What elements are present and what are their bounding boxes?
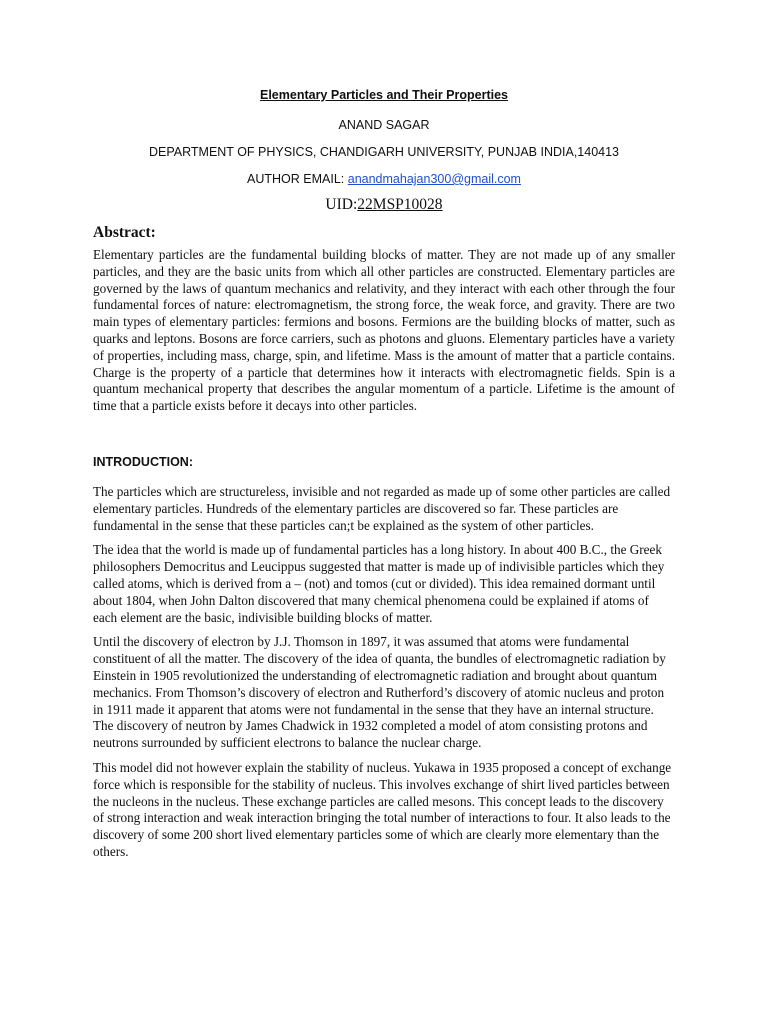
author-affiliation: DEPARTMENT OF PHYSICS, CHANDIGARH UNIVERSITY, PUNJAB INDIA,140413 [148, 145, 620, 159]
author-name: ANAND SAGAR [338, 118, 430, 132]
author-email-label: AUTHOR EMAIL: [247, 172, 348, 186]
uid-value: 22MSP10028 [357, 196, 443, 213]
uid-label: UID: [325, 196, 358, 213]
introduction-heading: INTRODUCTION: [93, 454, 193, 469]
paper-title: Elementary Particles and Their Properties [259, 88, 509, 102]
introduction-paragraph: Until the discovery of electron by J.J. Thomson in 1897, it was assumed that atoms were fundamental constituent of all the matter. The discovery of the idea of quanta, the bundles of electromagnetic radiation by Einstein in 1905 revolutionized the understanding of electromagnetic radiation and brought about quantum mechanics. From Thomson’s discovery of electron and Rutherford’s discovery of atomic nucleus and proton in 1911 made it apparent that atoms were not fundamental in the sense that they have an internal structure. The discovery of neutron by James Chadwick in 1932 completed a model of atom consisting protons and neutrons surrounded by sufficient electrons to balance the nuclear charge. [93, 634, 666, 751]
introduction-paragraph: This model did not however explain the stability of nucleus. Yukawa in 1935 proposed a concept of exchange force which is responsible for the stability of nucleus. This involves exchange of shirt lived particles between the nucleons in the nucleus. These exchange particles are called mesons. This concept leads to the discovery of strong interaction and weak interaction bringing the total number of interactions to four. It also leads to the discovery of some 200 short lived elementary particles some of which are clearly more elementary than the others. [93, 759, 672, 859]
abstract-paragraph: Elementary particles are the fundamental building blocks of matter. They are not made up of any smaller particles, and they are the basic units from which all other particles are constructed. Elementary particles are governed by the laws of quantum mechanics and relativity, and they interact with each other through the four fundamental forces of nature: electromagnetism, the strong force, the weak force, and gravity. There are two main types of elementary particles: fermions and bosons. Fermions are the building blocks of matter, such as quarks and leptons. Bosons are force carriers, such as photons and gluons. Elementary particles have a variety of properties, including mass, charge, spin, and lifetime. Mass is the amount of matter that a particle contains. Charge is the property of a particle that determines how it interacts with electromagnetic fields. Spin is a quantum mechanical property that describes the angular momentum of a particle. Lifetime is the amount of time that a particle exists before it decays into other particles. [93, 247, 675, 414]
abstract-heading: Abstract: [93, 224, 156, 241]
uid-line [93, 195, 675, 215]
introduction-paragraph: The idea that the world is made up of fundamental particles has a long history. In about 400 B.C., the Greek philosophers Democritus and Leucippus suggested that matter is made up of indivisible particles which they called atoms, which is derived from a – (not) and tomos (cut or divided). This idea remained dormant until about 1804, when John Dalton discovered that many chemical phenomena could be explained if atoms of each element are the basic, indivisible building blocks of matter. [93, 542, 665, 625]
author-email-link[interactable]: anandmahajan300@gmail.com [347, 172, 521, 186]
document-page [93, 86, 675, 869]
author-email-line [93, 170, 675, 188]
introduction-paragraph: The particles which are structureless, invisible and not regarded as made up of some other particles are called elementary particles. Hundreds of the elementary particles are discovered so far. These particles are fundamental in the sense that these particles can;t be explained as the system of other particles. [93, 483, 671, 533]
